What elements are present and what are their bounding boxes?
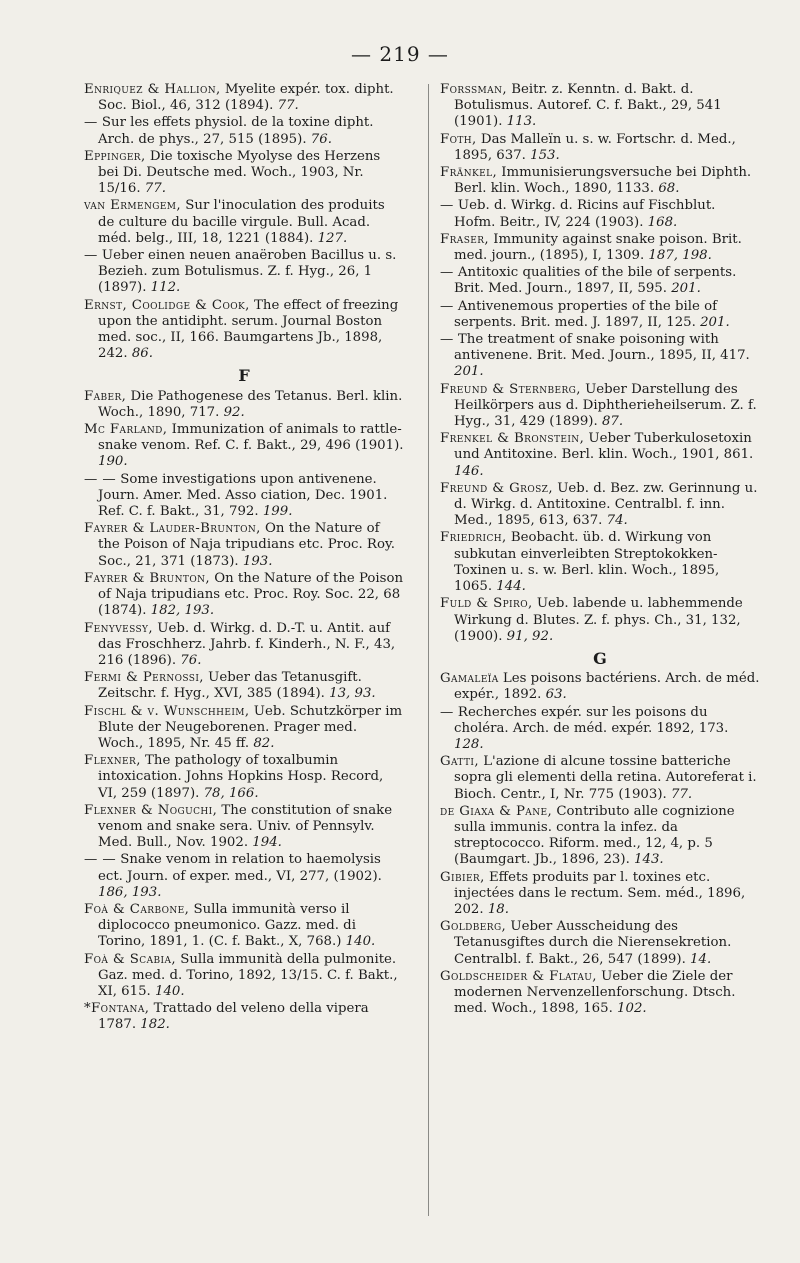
entry-author: — — — [84, 471, 117, 487]
entry-page-refs: 78, 166. — [203, 785, 259, 801]
entry-citation: Les poisons bactériens. Arch. de méd. expér., 1892. — [454, 671, 760, 703]
entry-page-refs: 143. — [634, 852, 664, 868]
entry-page-refs: 86. — [131, 346, 153, 362]
bibliography-entry — [84, 472, 404, 521]
bibliography-entry — [440, 804, 760, 869]
right-column — [440, 82, 760, 1018]
bibliography-entry — [440, 265, 760, 297]
entry-author: Eppinger, — [84, 148, 146, 164]
entry-citation: Die toxische Myolyse des Herzens bei Di. Deutsche med. Woch., 1903, Nr. 15/16. — [98, 148, 381, 197]
bibliography-entry — [440, 969, 760, 1018]
entry-citation: The effect of freezing upon the antidipht. serum. Journal Boston med. soc., II, 166. Baumgartens Jb., 1898, 242. — [98, 297, 399, 362]
bibliography-entry — [84, 389, 404, 421]
bibliography-entry — [84, 149, 404, 198]
bibliography-entry — [84, 621, 404, 670]
entry-citation: Beobacht. üb. d. Wirkung von subkutan einverleibten Streptokokken-Toxinen u. s. w. Berl. klin. Woch., 1895, 1065. — [454, 530, 720, 595]
entry-author: Enriquez & Hallion, — [84, 82, 221, 97]
entry-author: — — [440, 198, 454, 214]
entry-author: — — [440, 704, 454, 720]
entry-page-refs: 92. — [223, 404, 245, 420]
entry-page-refs: 187, 198. — [648, 248, 712, 264]
entry-page-refs: 76. — [180, 652, 202, 668]
bibliography-entry — [440, 919, 760, 968]
bibliography-entry — [84, 422, 404, 471]
section-letter: F — [238, 366, 250, 386]
entry-citation: Contributo alle cognizione sulla immunis. contra la infez. da streptococco. Riform. med., 12, 4, p. 5 (Baumgart. Jb., 1896, 23). — [454, 803, 735, 868]
bibliography-entry — [84, 198, 404, 247]
entry-author: de Giaxa & Pane, — [440, 803, 553, 819]
entry-citation: Ueb. d. Bez. zw. Gerinnung u. d. Wirkg. d. Antitoxine. Centralbl. f. inn. Med., 1895, 613, 637. — [454, 480, 758, 529]
entry-citation: On the Nature of the Poison of Naja tripudians etc. Proc. Roy. Soc., 21, 371 (1873). — [98, 521, 395, 569]
entry-citation: Die Pathogenese des Tetanus. Berl. klin. Woch., 1890, 717. — [98, 388, 403, 420]
entry-author: Freund & Sternberg, — [440, 381, 581, 397]
entry-page-refs: 190. — [98, 454, 128, 470]
bibliography-entry — [84, 952, 404, 1001]
entry-citation: Immunity against snake poison. Brit. med. journ., (1895), I, 1309. — [454, 231, 742, 264]
entry-author: Fischl & v. Wunschheim, — [84, 703, 250, 719]
entry-citation: Ueber das Tetanusgift. Zeitschr. f. Hyg., XVI, 385 (1894). — [98, 670, 362, 702]
bibliography-entry — [84, 82, 404, 114]
entry-page-refs: 201. — [454, 364, 484, 380]
entry-author: Foà & Scabia, — [84, 951, 176, 967]
bibliography-entry — [440, 165, 760, 197]
entry-page-refs: 146. — [454, 463, 484, 479]
bibliography-entry — [84, 803, 404, 852]
bibliography-entry — [84, 852, 404, 901]
entry-citation: Ueber Tuberkulosetoxin und Antitoxine. Berl. klin. Woch., 1901, 861. — [454, 431, 754, 463]
entry-author: Faber, — [84, 388, 127, 404]
entry-page-refs: 140. — [155, 983, 185, 999]
entry-citation: Ueber Darstellung des Heilkörpers aus d. Diphtherieheilserum. Z. f. Hyg., 31, 429 (1899). — [454, 381, 757, 430]
bibliography-entry — [440, 332, 760, 381]
bibliography-entry — [84, 670, 404, 702]
entry-citation: Snake venom in relation to haemolysis ect. Journ. of exper. med., VI, 277, (1902). — [98, 852, 382, 884]
entry-page-refs: 201. — [671, 281, 701, 297]
entry-page-refs: 153. — [530, 147, 560, 163]
bibliography-entry — [440, 431, 760, 480]
entry-citation: Antivenemous properties of the bile of serpents. Brit. med. J. 1897, II, 125. — [453, 298, 718, 330]
entry-page-refs: 140. — [345, 934, 376, 950]
bibliography-entry — [84, 1001, 404, 1033]
bibliography-entry — [84, 902, 404, 951]
entry-citation: L'azione di alcune tossine batteriche sopra gli elementi della retina. Autoreferat i. Bioch. Centr., I, Nr. 775 (1903). — [454, 754, 757, 802]
entry-page-refs: 186, 193. — [98, 884, 162, 900]
page-number: — 219 — — [351, 42, 449, 66]
entry-author: Friedrich, — [440, 530, 507, 546]
left-column — [84, 82, 404, 1035]
entry-page-refs: 112. — [150, 280, 181, 296]
entry-author: Fenyvessy, — [84, 620, 154, 636]
entry-author: Gibier, — [440, 869, 485, 885]
bibliography-entry — [440, 481, 760, 530]
entry-author: — — — [84, 852, 117, 868]
entry-author: Flexner, — [84, 753, 141, 769]
entry-citation: Immunization of animals to rattle-snake venom. Ref. C. f. Bakt., 29, 496 (1901). — [98, 422, 404, 454]
entry-citation: Ueber die Ziele der modernen Nervenzellenforschung. Dtsch. med. Woch., 1898, 165. — [454, 968, 736, 1017]
entry-citation: Beitr. z. Kenntn. d. Bakt. d. Botulismus. Autoref. C. f. Bakt., 29, 541 (1901). — [454, 82, 722, 130]
entry-citation: Immunisierungsversuche bei Diphth. Berl. klin. Woch., 1890, 1133. — [454, 165, 752, 197]
entry-page-refs: 13, 93. — [329, 686, 376, 702]
bibliography-entry — [440, 198, 760, 230]
entry-author: — — [440, 332, 454, 348]
entry-author: Frenkel & Bronstein, — [440, 431, 585, 447]
entry-page-refs: 14. — [690, 951, 712, 967]
bibliography-entry — [440, 299, 760, 331]
entry-author: Forssman, — [440, 82, 507, 97]
entry-page-refs: 68. — [658, 181, 680, 197]
entry-page-refs: 168. — [647, 214, 678, 230]
bibliography-entry — [84, 298, 404, 363]
entry-citation: Sulla immunità verso il diplococco pneumonico. Gazz. med. di Torino, 1891, 1. (C. f. Bakt., X, 768.) — [98, 901, 356, 950]
entry-citation: Recherches expér. sur les poisons du choléra. Arch. de méd. expér. 1892, 173. — [453, 704, 729, 736]
entry-author: Fuld & Spiro, — [440, 596, 533, 612]
entry-author: Flexner & Noguchi, — [84, 802, 218, 818]
entry-author: Ernst, Coolidge & Cook, — [84, 297, 250, 313]
entry-citation: The treatment of snake poisoning with antivenene. Brit. Med. Journ., 1895, II, 417. — [453, 332, 750, 364]
entry-author: Foth, — [440, 131, 477, 147]
entry-author: Fraser, — [440, 231, 490, 247]
entry-citation: Some investigations upon antivenene. Journ. Amer. Med. Asso ciation, Dec. 1901. Ref. C. f. Bakt., 31, 792. — [98, 471, 388, 520]
entry-page-refs: 127. — [317, 230, 348, 246]
bibliography-entry — [440, 671, 760, 703]
entry-author: Gatti, — [440, 754, 479, 770]
entry-author: — — [84, 248, 98, 264]
entry-page-refs: 18. — [487, 901, 509, 917]
entry-citation: Sulla immunità della pulmonite. Gaz. med. d. Torino, 1892, 13/15. C. f. Bakt., XI, 615. — [98, 951, 398, 999]
bibliography-entry — [440, 382, 760, 431]
entry-page-refs: 74. — [606, 513, 628, 529]
bibliography-entry — [440, 82, 760, 131]
entry-citation: Antitoxic qualities of the bile of serpents. Brit. Med. Journ., 1897, II, 595. — [453, 265, 737, 297]
bibliography-entry — [440, 596, 760, 645]
entry-citation: Ueb. Schutzkörper im Blute der Neugeborenen. Prager med. Woch., 1895, Nr. 45 ff. — [98, 703, 403, 751]
entry-citation: Myelite expér. tox. dipht. Soc. Biol., 46, 312 (1894). — [98, 82, 394, 114]
entry-author: Fayrer & Lauder-Brunton, — [84, 521, 261, 537]
entry-page-refs: 87. — [601, 414, 624, 430]
entry-page-refs: 182, 193. — [150, 603, 215, 619]
entry-author: — — [440, 298, 454, 314]
entry-page-refs: 102. — [617, 1001, 647, 1017]
entry-page-refs: 194. — [252, 835, 282, 851]
entry-citation: Ueber Ausscheidung des Tetanusgiftes durch die Nierensekretion. Centralbl. f. Bakt., 26, 547 (1899). — [454, 919, 732, 967]
entry-page-refs: 144. — [496, 579, 526, 595]
bibliography-entry — [440, 530, 760, 595]
bibliography-entry — [84, 521, 404, 570]
bibliography-entry — [440, 870, 760, 919]
entry-citation: Ueb. d. Wirkg. d. Ricins auf Fischblut. Hofm. Beitr., IV, 224 (1903). — [453, 198, 716, 230]
entry-author: van Ermengem, — [84, 198, 182, 214]
entry-author: Fränkel, — [440, 165, 498, 181]
entry-citation: Ueb. labende u. labhemmende Wirkung d. Blutes. Z. f. phys. Ch., 31, 132, (1900). — [454, 596, 743, 644]
entry-citation: Ueb. d. Wirkg. d. D.-T. u. Antit. auf das Froschherz. Jahrb. f. Kinderh., N. F., 43, 216 (1896). — [98, 620, 396, 668]
bibliography-entry — [84, 753, 404, 802]
entry-page-refs: 113. — [506, 114, 537, 130]
bibliography-entry — [440, 232, 760, 264]
entry-author: *Fontana, — [84, 1001, 150, 1017]
section-letter: G — [593, 648, 607, 668]
entry-citation: The pathology of toxalbumin intoxication. Johns Hopkins Hosp. Record, VI, 259 (1897). — [98, 753, 384, 801]
entry-author: Gamaleïa — [440, 671, 499, 687]
entry-author: Goldscheider & Flatau, — [440, 968, 597, 984]
entry-page-refs: 77. — [277, 98, 299, 114]
bibliography-entry — [84, 248, 404, 297]
entry-author: Goldberg, — [440, 919, 507, 935]
entry-page-refs: 77. — [670, 786, 693, 802]
entry-citation: Sur les effets physiol. de la toxine dipht. Arch. de phys., 27, 515 (1895). — [97, 115, 374, 147]
entry-page-refs: 91, 92. — [506, 628, 554, 644]
entry-citation: On the Nature of the Poison of Naja tripudians etc. Proc. Roy. Soc. 22, 68 (1874). — [98, 570, 404, 619]
entry-author: Foà & Carbone, — [84, 901, 190, 917]
entry-page-refs: 76. — [310, 131, 332, 147]
bibliography-entry — [84, 115, 404, 147]
entry-page-refs: 128. — [454, 736, 484, 752]
entry-page-refs: 77. — [144, 181, 166, 197]
entry-citation: Effets produits par l. toxines etc. injectées dans le rectum. Sem. méd., 1896, 202. — [454, 869, 746, 917]
bibliography-entry — [440, 132, 760, 164]
entry-citation: The constitution of snake venom and snake sera. Univ. of Pennsylv. Med. Bull., Nov. 1902. — [98, 802, 393, 851]
bibliography-entry — [84, 704, 404, 753]
bibliography-entry — [440, 754, 760, 803]
bibliography-entry — [440, 705, 760, 754]
entry-page-refs: 63. — [545, 687, 567, 703]
entry-citation: Sur l'inoculation des produits de culture du bacille virgule. Bull. Acad. méd. belg., III, 18, 1221 (1884). — [98, 198, 385, 246]
entry-page-refs: 199. — [262, 504, 293, 520]
column-divider — [428, 84, 429, 1216]
entry-author: — — [440, 265, 454, 281]
entry-page-refs: 193. — [242, 553, 273, 569]
entry-page-refs: 82. — [253, 735, 275, 751]
entry-page-refs: 201. — [700, 314, 730, 330]
entry-author: Freund & Grosz, — [440, 480, 553, 496]
entry-page-refs: 182. — [140, 1017, 170, 1033]
entry-author: Fayrer & Brunton, — [84, 570, 211, 586]
entry-author: Mc Farland, — [84, 422, 168, 438]
bibliography-entry — [84, 571, 404, 620]
entry-citation: Trattado del veleno della vipera 1787. — [98, 1001, 369, 1033]
entry-citation: Das Malleïn u. s. w. Fortschr. d. Med., 1895, 637. — [454, 131, 736, 163]
entry-author: Fermi & Pernossi, — [84, 670, 204, 686]
entry-author: — — [84, 115, 98, 131]
entry-citation: Ueber einen neuen anaëroben Bacillus u. s. Bezieh. zum Botulismus. Z. f. Hyg., 26, 1 (1897). — [97, 248, 397, 296]
